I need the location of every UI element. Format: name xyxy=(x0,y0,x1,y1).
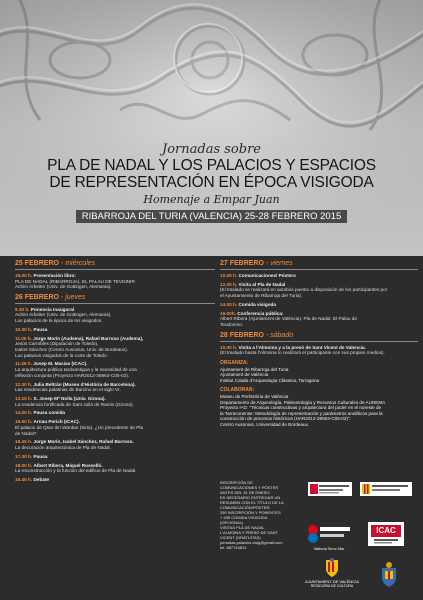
inscription-line: 250 INSCRIPCIÓN Y PONENTES xyxy=(220,510,281,515)
program-event xyxy=(15,361,215,378)
event-title: Ponencia Inaugural xyxy=(30,306,75,312)
homenaje-subtitle: Homenaje a Empar Juan xyxy=(143,193,280,206)
event-title: Arnau Perich (ICAC). xyxy=(33,419,80,425)
inscription-line: jornadas.palacios.visig@gmail.com xyxy=(220,540,283,545)
program-event xyxy=(220,273,418,279)
place-dates-banner: RIBARROJA DEL TURIA (VALENCIA) 25-28 FEBRERO 2015 xyxy=(76,210,348,223)
event-line xyxy=(220,302,418,308)
event-title: Comida visigoda xyxy=(238,301,277,307)
program-event xyxy=(15,327,215,333)
event-time: 18.45 h. xyxy=(15,477,33,483)
divider xyxy=(15,269,215,270)
inscription-line: L'ALMOINA Y PRESÓ DE SANT xyxy=(220,530,278,535)
event-detail: Los palacios de la época de los visigodos. xyxy=(15,317,103,323)
divider xyxy=(15,303,215,304)
event-time: 14.00 h. xyxy=(220,301,238,307)
day-heading-28: 28 FEBRERO - sábado xyxy=(220,331,294,339)
title-block xyxy=(0,140,423,224)
divider xyxy=(220,269,418,270)
program-event xyxy=(15,382,215,393)
event-detail: de Nadal? xyxy=(15,430,37,436)
organiza-list xyxy=(220,367,418,384)
colaboran-line: Proyecto I+D: "Técnicas constructivas y arquitectura del poder en el noreste de xyxy=(220,405,382,411)
event-title: Pausa xyxy=(33,326,48,332)
event-time: 12.30 h. xyxy=(15,381,33,387)
ministerio-logo xyxy=(308,482,352,496)
event-time: 18.00 h. xyxy=(15,462,33,468)
event-title: Conferencia pública: xyxy=(237,310,284,316)
generalitat-logo xyxy=(360,482,412,496)
program-event xyxy=(15,454,215,460)
inscription-line: ANTES DEL 31 DE ENERO. xyxy=(220,490,271,495)
jornadas-label: Jornadas sobre xyxy=(162,142,261,157)
program-event xyxy=(15,273,215,290)
colaboran-line: Museu de Prehistòria de València xyxy=(220,394,289,400)
program-right-column xyxy=(220,256,418,427)
event-detail: reflexión conjunta (Proyecto HAR2012-36963-C05-02). xyxy=(15,372,130,378)
colaboran-line: Departamento de Arqueología, Paleontología y Recursos Culturales de AUDEMA xyxy=(220,399,386,405)
event-detail: Achim Arbeiter (Univ. de Gottingen, Alemania). xyxy=(15,312,112,318)
inscription-info xyxy=(220,480,294,550)
colaboran-heading: COLABORAN: xyxy=(220,387,255,394)
organiza-line: Institut Català d'Arqueologia Clàssica, Tarragona xyxy=(220,377,320,383)
event-time: 14.00 h. xyxy=(15,410,33,416)
program-event xyxy=(15,463,215,474)
event-title: Visita a l'Almoina y a la presó de Sant Vicent de Valencia. xyxy=(238,344,366,350)
colaboran-line: construcción de procesos históricos (HAR2012-36963-C05-02)". xyxy=(220,416,351,422)
ribarroja-crest-icon xyxy=(375,560,403,588)
event-line xyxy=(220,273,418,279)
main-title-line-1: PLA DE NADAL Y LOS PALACIOS Y ESPACIOS xyxy=(47,157,376,174)
icac-logo: ICAC xyxy=(368,522,404,546)
day-heading-26: 26 FEBRERO - jueves xyxy=(15,293,86,301)
event-detail: Albert Ribera (Ajuntament de València). Pla de Nadal. El Palau de xyxy=(220,316,357,322)
colaboran-list xyxy=(220,394,418,427)
program-event xyxy=(15,419,215,436)
event-title: Jorge Morín, Isabel Sánchez, Rafael Barroso. xyxy=(33,439,134,445)
ajuntament-crest-icon xyxy=(320,558,344,578)
event-time: 17.30 h. xyxy=(15,453,33,459)
organiza-line: Ajuntament de València xyxy=(220,372,269,378)
event-line xyxy=(15,454,215,460)
footer-area xyxy=(220,480,418,596)
event-title: Pausa comida xyxy=(33,410,66,416)
inscription-line: (OPCIONAL) xyxy=(220,520,244,525)
divider xyxy=(220,341,418,342)
event-time: 16.00 h. xyxy=(15,419,33,425)
inscription-line: VICENT (GRATUITAS) xyxy=(220,535,261,540)
valencia-terra-i-mar-logo: València Terra i Mar xyxy=(306,522,352,546)
event-detail: (El traslado hasta l'Almoina lo realizará el participante con sus propios medios). xyxy=(220,350,385,356)
organiza-line: Ajuntament de Ribarroja del Turia xyxy=(220,366,289,372)
program-event xyxy=(220,345,418,356)
event-title: Comunicaciones/ Pósters xyxy=(238,273,296,278)
event-detail: La decoración arquitectónica de Pla de Nadal. xyxy=(15,445,111,451)
event-title: Pausa xyxy=(33,453,48,459)
program-event xyxy=(220,311,418,328)
event-detail: Jesús Carrobles (Diputación de Toledo), xyxy=(15,341,99,347)
colaboran-line: Centro Ausonius, Universidad de Bordeaux. xyxy=(220,421,310,427)
event-time: 9.30 h. xyxy=(15,306,30,312)
event-title: Jorge Morín (Audema), Rafael Barroso (Audema), xyxy=(33,335,144,341)
event-time: 19.00 h. xyxy=(15,273,33,278)
program-event xyxy=(220,302,418,308)
inscription-line: tel. 687744812 xyxy=(220,545,247,550)
event-title: S. Josep Mª Nolla (Univ. Girona). xyxy=(33,395,106,401)
event-time: 12.00 h. xyxy=(220,281,238,287)
inscription-line: ES NECESARIO ENTREGAR UN xyxy=(220,495,281,500)
program-left-column xyxy=(15,256,215,486)
event-title: Albert Ribera, Miquel Rosselló. xyxy=(33,462,103,468)
event-time: 11.00 h. xyxy=(15,335,32,341)
event-title: Visita al Pla de Nadal xyxy=(238,281,286,287)
program-event xyxy=(15,439,215,450)
event-detail: El palacio de Qsar ibn Wardan (Siria). ¿Un precedente de Pla xyxy=(15,424,144,430)
event-title: Josep M. Macias (ICAC). xyxy=(33,361,88,367)
event-title: Debate xyxy=(33,477,50,483)
event-time: 13.15 h. xyxy=(15,395,33,401)
program-event xyxy=(15,336,215,358)
event-title: Presentación libro: xyxy=(33,273,76,278)
event-detail: el Ayuntamiento de Ribarroja del Turia). xyxy=(220,293,303,299)
event-line xyxy=(15,327,215,333)
program-event xyxy=(15,307,215,324)
inscription-line: INSCRIPCIÓN DE xyxy=(220,480,253,485)
inscription-line: COMUNICACIÓN/PÓSTER. xyxy=(220,505,271,510)
main-title-line-2: DE REPRESENTACIÓN EN ÉPOCA VISIGODA xyxy=(49,174,374,191)
event-time: 19.00h. xyxy=(220,310,236,316)
event-detail: (El traslado se realizará en autobús puesto a disposición de los participantes por xyxy=(220,287,388,293)
inscription-line: + 20€ COMIDA VISIGODA xyxy=(220,515,268,520)
day-heading-25: 25 FEBRERO - miércoles xyxy=(15,260,96,267)
event-time: 10.30 h. xyxy=(15,326,33,332)
day-heading-27: 27 FEBRERO - viernes xyxy=(220,260,293,267)
event-detail: Las residencias palatinas de Barcino en el siglo VI. xyxy=(15,387,121,393)
event-time: 10.00 h. xyxy=(220,344,238,350)
ajuntament-label: AJUNTAMENT DE VALÈNCIA REGIDORIA DE CULTURA xyxy=(305,579,359,588)
organiza-heading: ORGANIZA: xyxy=(220,359,249,366)
event-detail: Teodomiro. xyxy=(220,322,244,328)
colaboran-line: la Tarraconense: Metodología de representación y parámetros analíticos para la xyxy=(220,410,383,416)
event-detail: La reconstrucción y la función del edificio de Pla de Nadal. xyxy=(15,468,137,474)
program-event xyxy=(15,477,215,483)
event-detail: Achim Arbeiter (Univ. de Gottingen, Alemania). xyxy=(15,284,112,290)
event-title: Julia Beltrán (Museu d'Història de Barcelona). xyxy=(33,381,136,387)
inscription-line: VISITAS PLA DE NADAL xyxy=(220,525,265,530)
event-detail: La residencia fortificada de Sant Julià de Ramis (Girona). xyxy=(15,401,134,407)
inscription-line: RESUMEN CON EL TÍTULO DE LA xyxy=(220,500,284,505)
program-event xyxy=(15,410,215,416)
event-detail: PLA DE NADAL (RIBARROJA). EL PALAU DE TEVDINIR xyxy=(15,278,135,284)
program-event xyxy=(220,282,418,299)
event-detail: Isabel Sánchez (Centro Ausonius, Univ. de Bordeaux). xyxy=(15,346,128,352)
event-time: 16.45 h. xyxy=(15,439,33,445)
event-line xyxy=(15,477,215,483)
event-detail: La arquitectura pública tardoantigua y la necesidad de una xyxy=(15,367,137,373)
event-time: 11.45 h. xyxy=(15,361,32,367)
event-detail: Los palacios visigodos de la corte de Toledo. xyxy=(15,352,108,358)
event-time: 10.00 h. xyxy=(220,273,238,278)
inscription-line: COMUNICACIONES Y PÓSTER xyxy=(220,485,279,490)
event-line xyxy=(15,410,215,416)
program-event xyxy=(15,396,215,407)
